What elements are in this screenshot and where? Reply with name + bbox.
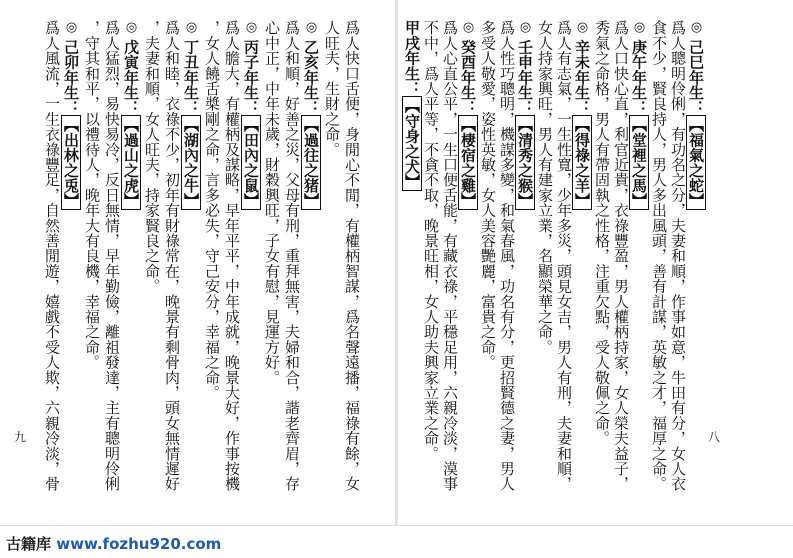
text-column: 爲人和睦，衣祿不少，初年有財祿常在，晚景有剩骨肉，頭女無情遲好	[163, 20, 181, 492]
bullet-icon: ◎	[244, 20, 259, 36]
text-column: 爲人有志氣，一生性寬，少年多災，頭見女吉，男人有刑，夫妻和順，	[555, 20, 573, 492]
zodiac-tag: 【清秀之猴】	[516, 117, 534, 209]
text-column: 不中，爲人平等，不貪不取，晚景旺相，女人助夫興家立業之命。	[422, 20, 440, 461]
year-label: 戊寅年生：	[122, 39, 140, 116]
left-page	[0, 0, 395, 525]
bullet-icon: ◎	[518, 20, 533, 36]
year-label: 壬申年生：	[516, 39, 534, 116]
text-column: 女人持家興旺，男人有建家立業，名顯榮華之命。	[536, 20, 554, 355]
bullet-icon: ◎	[184, 20, 199, 36]
year-heading	[243, 20, 260, 210]
text-column: ，夫妻和順，女人旺夫，持家賢良之命。	[143, 20, 161, 294]
year-heading	[403, 20, 420, 191]
year-label: 己卯年生：	[62, 39, 80, 116]
zodiac-tag: 【堂裡之馬】	[630, 117, 648, 209]
bullet-icon: ◎	[632, 20, 647, 36]
zodiac-tag: 【過山之虎】	[122, 117, 140, 209]
year-heading	[688, 20, 705, 210]
text-column: 爲人風流，一生衣祿豐足，自然善閒遊，嬉戲不受人欺，六親冷淡，骨	[43, 20, 61, 492]
year-label: 甲戌年生：	[403, 20, 421, 96]
zodiac-tag: 【出林之兎】	[62, 117, 80, 209]
zodiac-tag: 【湖內之牛】	[182, 117, 200, 209]
year-heading	[63, 20, 80, 210]
year-heading	[517, 20, 534, 210]
year-label: 丙子年生：	[242, 39, 260, 116]
zodiac-tag: 【守身之犬】	[403, 98, 421, 190]
text-column: 爲人猛烈，易快易冷，反日無情，早年勤儉，離祖發達，主有聰明伶俐	[103, 20, 121, 492]
text-column: 食不少，賢良持人，男人多出風頭，善有計謀，英敏之才，福厚之命。	[650, 20, 668, 492]
right-page	[398, 0, 793, 525]
zodiac-tag: 【得祿之羊】	[573, 117, 591, 209]
year-label: 丁丑年生：	[182, 39, 200, 116]
year-label: 己巳年生：	[687, 39, 705, 116]
text-column: 爲人心直公平，一生口便舌能，有藏衣祿，平穩足用，六親冷淡，漠事	[441, 20, 459, 492]
text-column: ，女人饒舌槳剛之命，言多必失，守己安分，幸福之命。	[203, 20, 221, 400]
bullet-icon: ◎	[124, 20, 139, 36]
text-column: 爲人性巧聰明，機謀多變，和氣春風，功名有分，更招賢德之妻，男人	[498, 20, 516, 492]
year-heading	[631, 20, 648, 210]
zodiac-tag: 【田內之鼠】	[242, 117, 260, 209]
year-heading	[183, 20, 200, 210]
watermark-footer	[0, 525, 793, 558]
text-column: 爲人和順，好善之災，父母有刑，重拜無害，夫婦和合，諧老齊眉，存	[283, 20, 301, 492]
text-column: 人旺夫，生財之命。	[323, 20, 341, 157]
year-heading	[123, 20, 140, 210]
year-heading	[460, 20, 477, 210]
page-number-left: 九	[14, 430, 27, 444]
text-column: 爲人口快心直，利官近貴，衣祿豐盈，男人權柄持家，女人榮夫益子，	[612, 20, 630, 492]
year-heading	[574, 20, 591, 210]
text-column: 爲人聰明伶俐，有功名之分，夫妻和順，作事如意，牛田有分，女人衣	[669, 20, 687, 492]
text-column: 多受人敬愛，姿性英敏，女人美容艷麗，富貴之命。	[479, 20, 497, 370]
zodiac-tag: 【棲宿之雞】	[459, 117, 477, 209]
bullet-icon: ◎	[304, 20, 319, 36]
year-label: 辛未年生：	[573, 39, 591, 116]
bullet-icon: ◎	[689, 20, 704, 36]
site-name: 古籍库	[6, 535, 52, 553]
zodiac-tag: 【過往之猪】	[302, 117, 320, 209]
year-heading	[303, 20, 320, 210]
bullet-icon: ◎	[575, 20, 590, 36]
year-label: 癸酉年生：	[459, 39, 477, 116]
text-column: 爲人膽大，有權柄及謀略，早年平平，中年成就，晚景大好，作事按機	[223, 20, 241, 492]
text-column: ，守其和平，以禮待人，晚年大有良機，幸福之命。	[83, 20, 101, 370]
text-column: 秀氣之命格，男人有帶固執之性格，注重欠點，受人敬佩之命。	[593, 20, 611, 446]
bullet-icon: ◎	[64, 20, 79, 36]
text-column: 爲人快口舌便，身閒心不閒，有權柄智謀，爲名聲遠播，福祿有餘，女	[343, 20, 361, 492]
text-column: 心中正，中年未歲，財穀興旺，子女有慰，見運方好。	[263, 20, 281, 385]
bullet-icon: ◎	[461, 20, 476, 36]
page-number-right: 八	[708, 430, 721, 444]
zodiac-tag: 【福氣之蛇】	[687, 117, 705, 209]
year-label: 庚午年生：	[630, 39, 648, 116]
year-label: 乙亥年生：	[302, 39, 320, 116]
footer-watermark	[6, 533, 221, 554]
site-url: www.fozhu920.com	[56, 535, 222, 553]
